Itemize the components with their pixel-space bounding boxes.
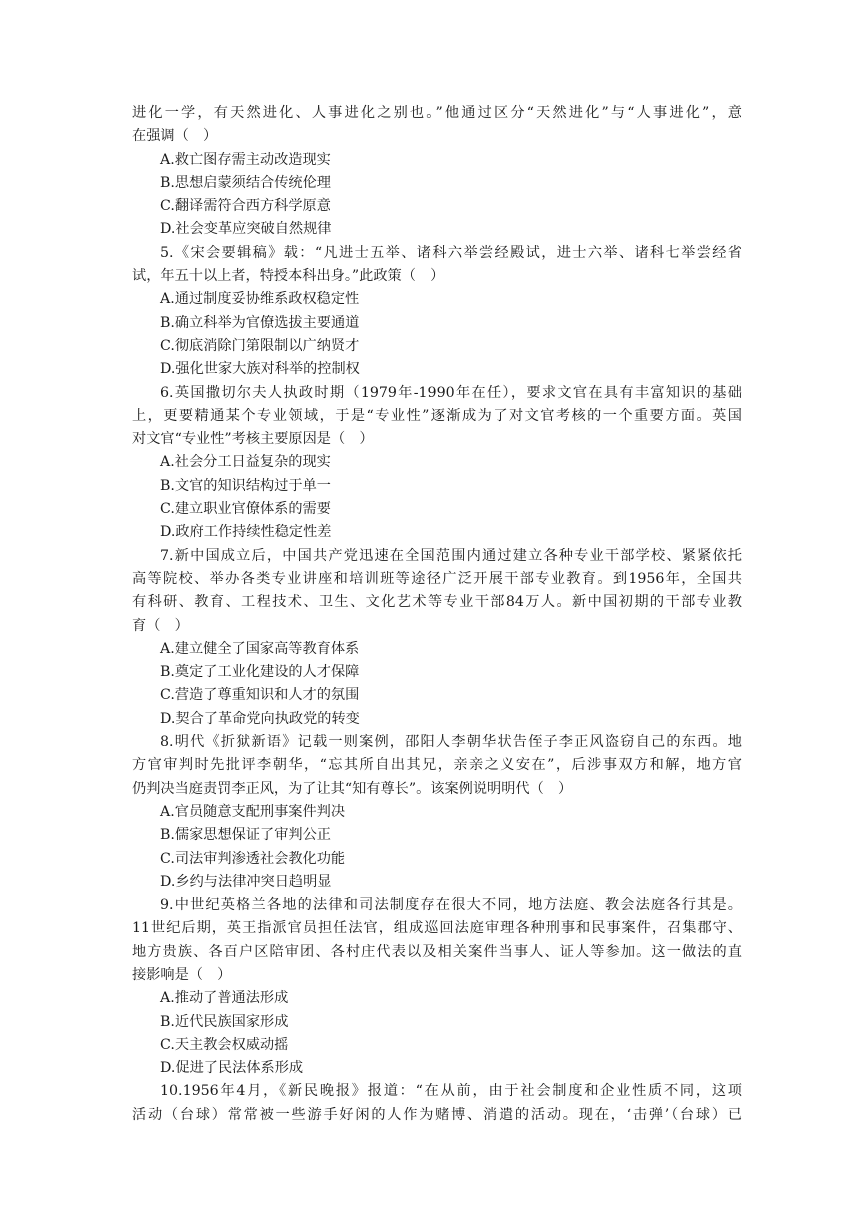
answer-option: C.翻译需符合西方科学原意 [160,198,331,215]
answer-option: B.确立科举为官僚选拔主要通道 [160,314,360,331]
answer-option: B.奠定了工业化建设的人才保障 [160,664,360,681]
question-stem-line: 7.新中国成立后，中国共产党迅速在全国范围内通过建立各种专业干部学校、紧紧依托 [160,547,742,564]
text-line: 试，年五十以上者，特授本科出身。”此政策（ ） [132,268,445,285]
text-line: 有科研、教育、工程技术、卫生、文化艺术等专业干部84万人。新中国初期的干部专业教 [132,594,742,611]
answer-option: B.思想启蒙须结合传统伦理 [160,174,331,191]
text-line: 接影响是（ ） [132,966,232,983]
question-stem-line: 6.英国撒切尔夫人执政时期（1979年-1990年在任），要求文官在具有丰富知识的基础 [160,384,742,401]
question-stem-line: 9.中世纪英格兰各地的法律和司法制度存在很大不同，地方法庭、教会法庭各行其是。 [160,897,742,914]
text-line: 地方贵族、各百户区陪审团、各村庄代表以及相关案件当事人、证人等参加。这一做法的直 [132,943,742,960]
text-line: 对文官“专业性”考核主要原因是（ ） [132,431,374,448]
answer-option: D.社会变革应突破自然规律 [160,221,332,238]
answer-option: C.彻底消除门第限制以广纳贤才 [160,337,360,354]
answer-option: D.乡约与法律冲突日趋明显 [160,873,332,890]
question-stem-line: 8.明代《折狱新语》记载一则案例，邵阳人李朝华状告侄子李正风盗窃自己的东西。地 [160,734,742,751]
text-line: 上，更要精通某个专业领域，于是“专业性”逐渐成为了对文官考核的一个重要方面。英国 [132,407,742,424]
text-line: 育（ ） [132,617,189,634]
answer-option: A.建立健全了国家高等教育体系 [160,640,360,657]
answer-option: B.文官的知识结构过于单一 [160,477,331,494]
question-stem-line: 10.1956年4月，《新民晚报》报道：“在从前，由于社会制度和企业性质不同，这项 [160,1083,742,1100]
answer-option: A.社会分工日益复杂的现实 [160,454,331,471]
text-line: 进化一学，有天然进化、人事进化之别也。”他通过区分“天然进化”与“人事进化”，意 [132,105,742,121]
text-line: 高等院校、举办各类专业讲座和培训班等途径广泛开展干部专业教育。到1956年，全国共 [132,570,742,587]
answer-option: A.通过制度妥协维系政权稳定性 [160,291,360,308]
text-line: 方官审判时先批评李朝华，“忘其所自出其兄，亲亲之义安在”，后涉事双方和解，地方官 [132,757,742,774]
answer-option: C.建立职业官僚体系的需要 [160,501,331,518]
answer-option: D.契合了革命党向执政党的转变 [160,710,360,727]
answer-option: A.救亡图存需主动改造现实 [160,151,331,168]
text-line: 仍判决当庭责罚李正风，为了让其“知有尊长”。该案例说明明代（ ） [132,780,573,797]
question-stem-line: 5.《宋会要辑稿》载：“凡进士五举、诸科六举尝经殿试，进士六举、诸科七举尝经省 [160,244,742,261]
answer-option: D.促进了民法体系形成 [160,1060,304,1077]
answer-option: C.营造了尊重知识和人才的氛围 [160,687,360,704]
text-line: 在强调（ ） [132,128,218,145]
answer-option: C.司法审判渗透社会教化功能 [160,850,346,867]
answer-option: A.官员随意支配刑事案件判决 [160,803,346,820]
answer-option: D.强化世家大族对科举的控制权 [160,361,360,378]
answer-option: B.儒家思想保证了审判公正 [160,827,331,844]
answer-option: D.政府工作持续性稳定性差 [160,524,332,541]
text-line: 活动（台球）常常被一些游手好闲的人作为赌博、消遣的活动。现在，‘击弹’（台球）已 [132,1106,742,1123]
text-line: 11世纪后期，英王指派官员担任法官，组成巡回法庭审理各种刑事和民事案件，召集郡守、 [132,920,742,937]
answer-option: B.近代民族国家形成 [160,1013,289,1030]
answer-option: C.天主教会权威动摇 [160,1036,289,1053]
answer-option: A.推动了普通法形成 [160,990,289,1007]
exam-page [132,102,742,1127]
